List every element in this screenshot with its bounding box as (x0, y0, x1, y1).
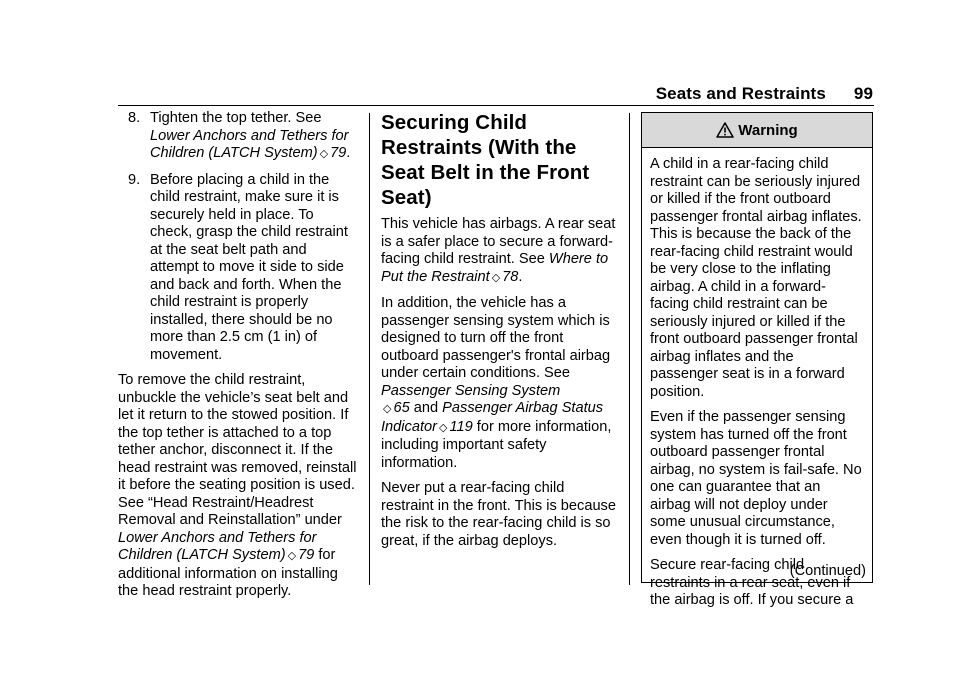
cross-reference-page[interactable]: 78 (502, 268, 519, 285)
section-title: Seats and Restraints (655, 84, 826, 103)
cross-reference-link[interactable]: Passenger Airbag Status Indicator (381, 400, 604, 435)
step-8 (118, 110, 358, 164)
cross-reference-page[interactable]: 79 (298, 547, 315, 563)
paragraph-text-tail: for more information, including important safety information. (381, 418, 612, 471)
paragraph-text-tail: for additional information on installing the head restraint properly. (118, 547, 338, 599)
step-number: 8. (128, 110, 141, 126)
page-ref-icon: ◇ (438, 421, 448, 434)
page-ref-icon: ◇ (491, 271, 501, 284)
column-1 (118, 110, 358, 609)
warning-body (642, 148, 872, 610)
section-heading: Securing Child Restraints (With the Seat Belt in the Front Seat) (381, 111, 590, 209)
page-ref-icon: ◇ (319, 148, 329, 160)
warning-header (642, 113, 872, 148)
paragraph-text-tail: . (518, 268, 523, 285)
page-ref-icon: ◇ (287, 550, 297, 562)
cross-reference-link[interactable]: Passenger Sensing System (381, 382, 561, 399)
column-divider (629, 113, 630, 585)
cross-reference-link[interactable]: Lower Anchors and Tethers for Children (LATCH System) (150, 127, 349, 161)
cross-reference-page[interactable]: 119 (449, 418, 473, 435)
warning-title: Warning (738, 121, 798, 139)
step-number: 9. (128, 171, 141, 188)
header-rule (118, 105, 874, 106)
column-divider (369, 113, 370, 585)
paragraph-text: and (409, 400, 443, 416)
continued-label: (Continued) (789, 563, 866, 579)
remove-restraint-paragraph (118, 372, 358, 601)
sensing-paragraph (381, 295, 618, 472)
warning-paragraph: A child in a rear-facing child restraint can be seriously injured or killed if the front outboard passenger frontal airbag inflates. This is because the back of the rear-facing child restraint would be very close to the inflating airbag. A child in a forward-facing child restraint can be seriously injured or killed if the front outboard passenger frontal airbag inflates and the passenger seat is in a forward position. (650, 156, 862, 400)
paragraph-text: To remove the child restraint, unbuckle the vehicle’s seat belt and let it return to the stowed position. If the top tether is attached to a top tether anchor, disconnect it. If the head restraint was removed, reinstall it before the seating position is used. See “Head Restraint/Headrest Removal and Reinstallation” under (118, 372, 357, 528)
warning-box (641, 112, 873, 608)
never-rear-facing-paragraph: Never put a rear-facing child restraint in the front. This is because the risk to the rear-facing child is so great, if the airbag deploys. (381, 480, 616, 549)
page-ref-icon: ◇ (383, 403, 392, 415)
cross-reference-link[interactable]: Where to Put the Restraint (381, 251, 609, 285)
airbag-paragraph (381, 216, 618, 287)
step-9 (118, 172, 358, 365)
warning-paragraph: Secure rear-facing child restraints in a rear seat, even if the airbag is off. If you secure a (650, 557, 854, 608)
paragraph-text: In addition, the vehicle has a passenger sensing system which is designed to turn off the front outboard passenger's frontal airbag under certain conditions. See (381, 295, 611, 381)
running-header (656, 84, 873, 104)
cross-reference-page[interactable]: 65 (393, 400, 410, 416)
step-text-tail: . (346, 145, 351, 161)
column-2 (381, 110, 618, 558)
step-text: Tighten the top tether. See (150, 110, 322, 126)
cross-reference-link[interactable]: Lower Anchors and Tethers for Children (LATCH System) (118, 529, 317, 563)
warning-triangle-icon (716, 122, 734, 138)
cross-reference-page[interactable]: 79 (330, 145, 347, 161)
page-number: 99 (853, 84, 873, 103)
step-text: Before placing a child in the child restraint, make sure it is securely held in place. To check, grasp the child restraint at the seat belt path and attempt to move it side to side and back and forth. When the child restraint is properly installed, there should be no more than 2.5 cm (1 in) of movement. (150, 171, 348, 363)
paragraph-text: This vehicle has airbags. A rear seat is a safer place to secure a forward-facing child restraint. See (381, 216, 616, 267)
warning-paragraph: Even if the passenger sensing system has turned off the front outboard passenger frontal airbag, no system is fail-safe. No one can guarantee that an airbag will not deploy under some unusual circumstance, even though it is turned off. (650, 409, 862, 548)
